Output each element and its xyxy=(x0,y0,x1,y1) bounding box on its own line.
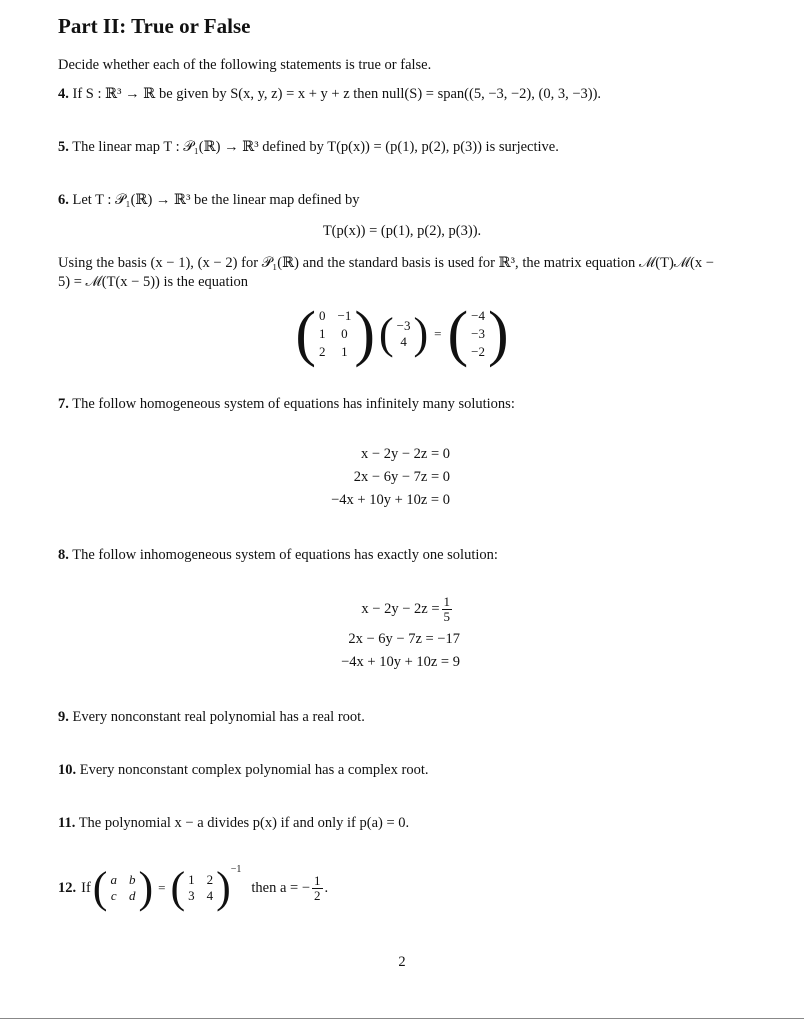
matrix-1234: ( 1 2 3 4 ) xyxy=(170,863,231,912)
display-equation: T(p(x)) = (p(1), p(2), p(3)). xyxy=(322,223,482,239)
question-text: If S : ℝ³ → ℝ be given by S(x, y, z) = x + y + z then null(S) = span((5, −3, −2), (0, 3, −3)). xyxy=(72,86,602,102)
equals-sign: = xyxy=(158,880,166,895)
question-number: 10. xyxy=(58,762,77,778)
equation-system-8 xyxy=(290,590,460,674)
question-number: 4. xyxy=(58,86,69,102)
inverse-exponent: −1 xyxy=(230,864,242,875)
question-number: 6. xyxy=(58,192,69,208)
equation xyxy=(361,590,460,628)
matrix-entry: 1 xyxy=(319,326,326,341)
matrix-entry: b xyxy=(128,872,136,887)
matrix-entry: d xyxy=(128,888,136,903)
page-number: 2 xyxy=(398,954,406,970)
question-text: The follow inhomogeneous system of equations has exactly one solution: xyxy=(72,547,498,563)
question-number: 7. xyxy=(58,396,69,412)
matrix-T: ( 0 −1 1 0 2 1 ) xyxy=(295,300,375,368)
numerator: 1 xyxy=(443,593,450,609)
question-text: The follow homogeneous system of equations has infinitely many solutions: xyxy=(72,396,515,412)
denominator: 2 xyxy=(314,887,321,903)
matrix-entry: 1 xyxy=(341,344,348,359)
equation-lhs: x − 2y − 2z = xyxy=(361,600,440,617)
vector-entry: −2 xyxy=(471,344,485,359)
matrix-entry: 3 xyxy=(188,888,195,903)
denominator: 5 xyxy=(443,608,450,624)
question-number: 8. xyxy=(58,547,69,563)
instructions: Decide whether each of the following statements is true or false. xyxy=(58,57,432,73)
page-bottom-divider xyxy=(0,1018,804,1019)
question-10 xyxy=(58,762,428,779)
question-6 xyxy=(58,192,360,209)
equation: x − 2y − 2z = 0 xyxy=(361,446,450,462)
question-number: 12. xyxy=(58,879,77,896)
fraction xyxy=(312,874,323,903)
vector-entry: 4 xyxy=(400,334,407,349)
vector-x5: ( −3 4 ) xyxy=(379,309,429,358)
question-9 xyxy=(58,709,365,726)
question-4 xyxy=(58,86,601,103)
question-8 xyxy=(58,547,498,564)
numerator: 1 xyxy=(314,872,321,888)
if-label: If xyxy=(81,879,91,896)
equation-system-7 xyxy=(300,443,450,512)
vector-entry: −4 xyxy=(471,308,485,323)
matrix-entry: 0 xyxy=(341,326,348,341)
matrix-entry: c xyxy=(110,888,117,903)
equals-sign: = xyxy=(434,326,442,341)
matrix-entry: 4 xyxy=(206,888,214,903)
equation: 2x − 6y − 7z = −17 xyxy=(348,631,460,647)
question-7 xyxy=(58,396,515,413)
result-vector: ( −4 −3 −2 ) xyxy=(447,300,509,368)
matrix-entry: 2 xyxy=(206,872,214,887)
matrix-entry: −1 xyxy=(337,308,352,323)
question-number: 5. xyxy=(58,139,69,155)
question-number: 9. xyxy=(58,709,69,725)
question-text: Let T : 𝒫₁(ℝ) → ℝ³ be the linear map defined by xyxy=(72,192,360,208)
question-11 xyxy=(58,815,409,832)
question-text: Every nonconstant real polynomial has a real root. xyxy=(72,709,365,725)
matrix-entry: 1 xyxy=(188,872,195,887)
matrix-entry: 0 xyxy=(319,308,326,323)
matrix-equation xyxy=(0,300,804,368)
question-number: 11. xyxy=(58,815,76,831)
matrix-entry: a xyxy=(110,872,117,887)
question-text: Every nonconstant complex polynomial has a complex root. xyxy=(79,762,429,778)
question-6-paragraph: Using the basis (x − 1), (x − 2) for 𝒫₁(ℝ) and the standard basis is used for ℝ³, the matrix equation ℳ(T)ℳ(x − 5) = ℳ(T(x − 5)) is the equation xyxy=(58,255,714,290)
equation: 2x − 6y − 7z = 0 xyxy=(353,469,450,485)
question-text: The linear map T : 𝒫₁(ℝ) → ℝ³ defined by T(p(x)) = (p(1), p(2), p(3)) is surjective. xyxy=(72,139,559,155)
question-12 xyxy=(58,858,328,918)
then-clause: then a = − xyxy=(251,879,311,896)
question-5 xyxy=(58,139,559,156)
section-title: Part II: True or False xyxy=(58,14,251,38)
fraction xyxy=(442,595,453,624)
period: . xyxy=(324,879,329,896)
matrix-entry: 2 xyxy=(319,344,326,359)
equation: −4x + 10y + 10z = 9 xyxy=(341,654,460,670)
vector-entry: −3 xyxy=(471,326,485,341)
vector-entry: −3 xyxy=(396,318,411,333)
question-text: The polynomial x − a divides p(x) if and only if p(a) = 0. xyxy=(78,815,410,831)
equation: −4x + 10y + 10z = 0 xyxy=(331,492,450,508)
matrix-abcd: ( a b c d ) xyxy=(92,863,154,912)
